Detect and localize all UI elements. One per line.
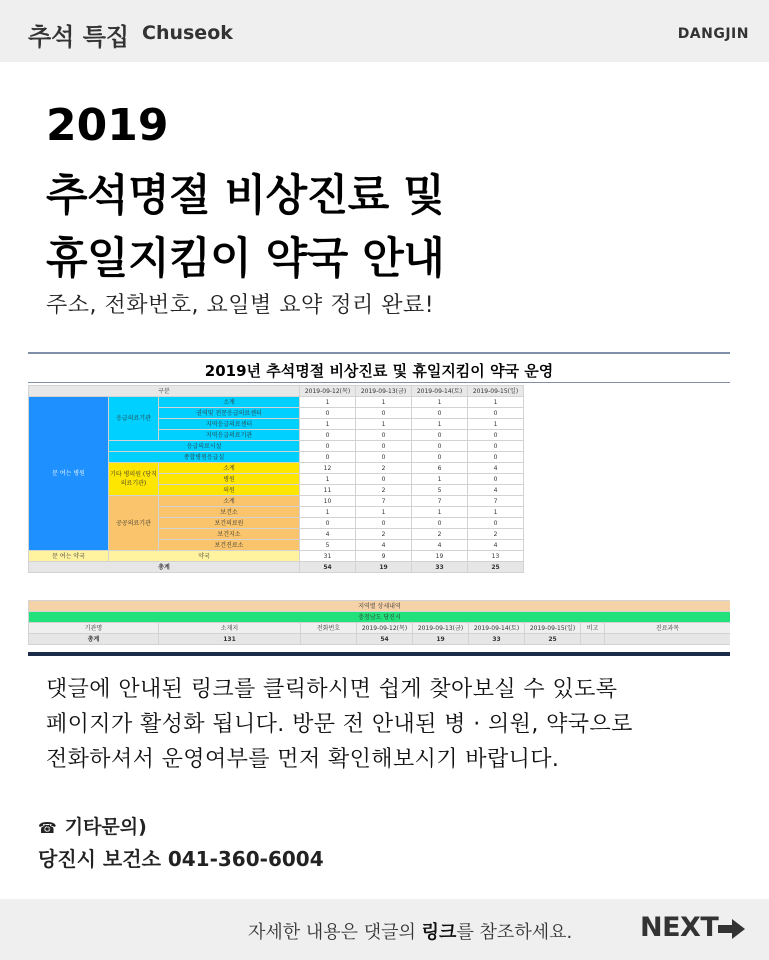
cell: 1 xyxy=(468,419,524,430)
total-label: 총계 xyxy=(29,562,300,573)
cell: 1 xyxy=(412,474,468,485)
cell: 12 xyxy=(300,463,356,474)
body-line-2: 페이지가 활성화 됩니다. 방문 전 안내된 병 · 의원, 약국으로 xyxy=(46,712,633,737)
body-line-3: 전화하셔서 운영여부를 먼저 확인해보시기 바랍니다. xyxy=(46,747,560,772)
cell: 6 xyxy=(412,463,468,474)
cell: 1 xyxy=(300,397,356,408)
cell: 2 xyxy=(356,529,412,540)
group-public: 공공의료기관 xyxy=(109,496,159,551)
cell: 0 xyxy=(468,430,524,441)
contact-label-row xyxy=(38,812,147,839)
table-title: 2019년 추석명절 비상진료 및 휴일지킴이 약국 운영 xyxy=(204,362,554,380)
cell: 0 xyxy=(356,452,412,463)
cell: 19 xyxy=(356,562,412,573)
table-header-cell: 2019-09-14(토) xyxy=(412,386,468,397)
operation-table-image xyxy=(28,352,730,656)
reference-text: 자세한 내용은 댓글의 xyxy=(248,922,422,943)
detail-sum-cell: 25 xyxy=(525,634,581,645)
arrow-right-icon[interactable] xyxy=(718,918,746,940)
cell: 1 xyxy=(412,507,468,518)
summary-table xyxy=(28,385,524,573)
cell: 0 xyxy=(412,408,468,419)
cell: 0 xyxy=(356,408,412,419)
detail-sum-cell: 총계 xyxy=(29,634,159,645)
group-hospital: 문 여는 병원 xyxy=(29,397,109,551)
cell: 2 xyxy=(468,529,524,540)
cell: 0 xyxy=(468,474,524,485)
subtitle: 주소, 전화번호, 요일별 요약 정리 완료! xyxy=(46,293,435,318)
cell: 4 xyxy=(468,463,524,474)
detail-sum-cell xyxy=(301,634,357,645)
headline-line-1: 추석명절 비상진료 및 xyxy=(46,171,445,221)
cell: 1 xyxy=(356,507,412,518)
detail-sum-cell: 33 xyxy=(469,634,525,645)
cell: 1 xyxy=(300,419,356,430)
cell: 0 xyxy=(468,441,524,452)
headline-year: 2019 xyxy=(46,100,169,151)
cell: 0 xyxy=(468,452,524,463)
group-emergency: 응급의료기관 xyxy=(109,397,159,441)
contact-label: 기타문의) xyxy=(64,816,147,838)
group-other: 기타 병의원 (당직의료기관) xyxy=(109,463,159,496)
cell: 0 xyxy=(412,430,468,441)
detail-sum-cell xyxy=(605,634,731,645)
cell: 0 xyxy=(356,518,412,529)
detail-header-cell: 2019-09-14(토) xyxy=(469,623,525,634)
cell: 0 xyxy=(468,518,524,529)
cell: 0 xyxy=(300,452,356,463)
table-header-cell: 구분 xyxy=(29,386,300,397)
detail-header-cell: 소재지 xyxy=(159,623,301,634)
detail-sum-cell: 54 xyxy=(357,634,413,645)
cell: 5 xyxy=(300,540,356,551)
row-label: 보건소 xyxy=(159,507,300,518)
cell: 11 xyxy=(300,485,356,496)
cell: 4 xyxy=(356,540,412,551)
cell: 1 xyxy=(356,419,412,430)
section-title-ko: 추석 특집 xyxy=(28,23,130,51)
cell: 0 xyxy=(468,408,524,419)
cell: 25 xyxy=(468,562,524,573)
detail-sum-cell xyxy=(581,634,605,645)
detail-region: 충청남도 당진시 xyxy=(29,612,731,623)
cell: 0 xyxy=(412,452,468,463)
row-label: 권역및 전문응급의료센터 xyxy=(159,408,300,419)
reference-text: 를 참조하세요. xyxy=(456,922,573,943)
table-header-cell: 2019-09-12(목) xyxy=(300,386,356,397)
cell: 5 xyxy=(412,485,468,496)
cell: 9 xyxy=(356,551,412,562)
bottom-bar xyxy=(0,899,769,960)
row-label: 약국 xyxy=(109,551,300,562)
row-label: 응급의료시설 xyxy=(109,441,300,452)
reference-link-word: 링크 xyxy=(421,922,457,943)
cell: 0 xyxy=(300,430,356,441)
cell: 1 xyxy=(412,397,468,408)
row-label: 보건지소 xyxy=(159,529,300,540)
detail-header-cell: 기관명 xyxy=(29,623,159,634)
cell: 13 xyxy=(468,551,524,562)
detail-header-cell: 2019-09-12(목) xyxy=(357,623,413,634)
cell: 0 xyxy=(412,518,468,529)
cell: 54 xyxy=(300,562,356,573)
row-label: 소계 xyxy=(159,496,300,507)
cell: 0 xyxy=(356,441,412,452)
cell: 1 xyxy=(300,474,356,485)
detail-header-cell: 2019-09-15(일) xyxy=(525,623,581,634)
detail-title: 지역별 상세내역 xyxy=(29,601,731,612)
cell: 7 xyxy=(468,496,524,507)
cell: 4 xyxy=(300,529,356,540)
row-label: 소계 xyxy=(159,397,300,408)
cell: 19 xyxy=(412,551,468,562)
cell: 0 xyxy=(412,441,468,452)
cell: 4 xyxy=(468,540,524,551)
body-line-1: 댓글에 안내된 링크를 클릭하시면 쉽게 찾아보실 수 있도록 xyxy=(46,677,618,702)
cell: 2 xyxy=(412,529,468,540)
cell: 7 xyxy=(412,496,468,507)
cell: 4 xyxy=(468,485,524,496)
cell: 7 xyxy=(356,496,412,507)
table-header-cell: 2019-09-13(금) xyxy=(356,386,412,397)
detail-header-cell: 진료과목 xyxy=(605,623,731,634)
detail-sum-cell: 131 xyxy=(159,634,301,645)
row-label: 병원 xyxy=(159,474,300,485)
section-title-en: Chuseok xyxy=(142,22,233,44)
cell: 2 xyxy=(356,463,412,474)
group-pharmacy: 문 여는 약국 xyxy=(29,551,109,562)
detail-table xyxy=(28,600,730,645)
cell: 4 xyxy=(412,540,468,551)
cell: 0 xyxy=(356,430,412,441)
cell: 1 xyxy=(300,507,356,518)
cell: 1 xyxy=(468,397,524,408)
reference-note xyxy=(248,918,572,944)
contact-detail: 당진시 보건소 041-360-6004 xyxy=(38,847,324,871)
next-button[interactable]: NEXT xyxy=(640,912,719,943)
row-label: 지역응급의료센터 xyxy=(159,419,300,430)
row-label: 보건의료원 xyxy=(159,518,300,529)
headline-line-2: 휴일지킴이 약국 안내 xyxy=(46,234,445,284)
top-bar xyxy=(0,0,769,62)
cell: 1 xyxy=(468,507,524,518)
cell: 0 xyxy=(356,474,412,485)
row-label: 의원 xyxy=(159,485,300,496)
cell: 0 xyxy=(300,441,356,452)
cell: 33 xyxy=(412,562,468,573)
phone-icon: ☎ xyxy=(38,819,57,837)
cell: 2 xyxy=(356,485,412,496)
row-label: 지역응급의료기관 xyxy=(159,430,300,441)
detail-header-cell: 2019-09-13(금) xyxy=(413,623,469,634)
row-label: 종합병원응급실 xyxy=(109,452,300,463)
detail-sum-cell: 19 xyxy=(413,634,469,645)
cell: 1 xyxy=(356,397,412,408)
row-label: 보건진료소 xyxy=(159,540,300,551)
cell: 10 xyxy=(300,496,356,507)
cell: 1 xyxy=(412,419,468,430)
cell: 0 xyxy=(300,408,356,419)
cell: 31 xyxy=(300,551,356,562)
table-header-cell: 2019-09-15(일) xyxy=(468,386,524,397)
detail-header-cell: 비고 xyxy=(581,623,605,634)
cell: 0 xyxy=(300,518,356,529)
row-label: 소계 xyxy=(159,463,300,474)
location-label: DANGJIN xyxy=(677,26,749,42)
detail-header-cell: 전화번호 xyxy=(301,623,357,634)
